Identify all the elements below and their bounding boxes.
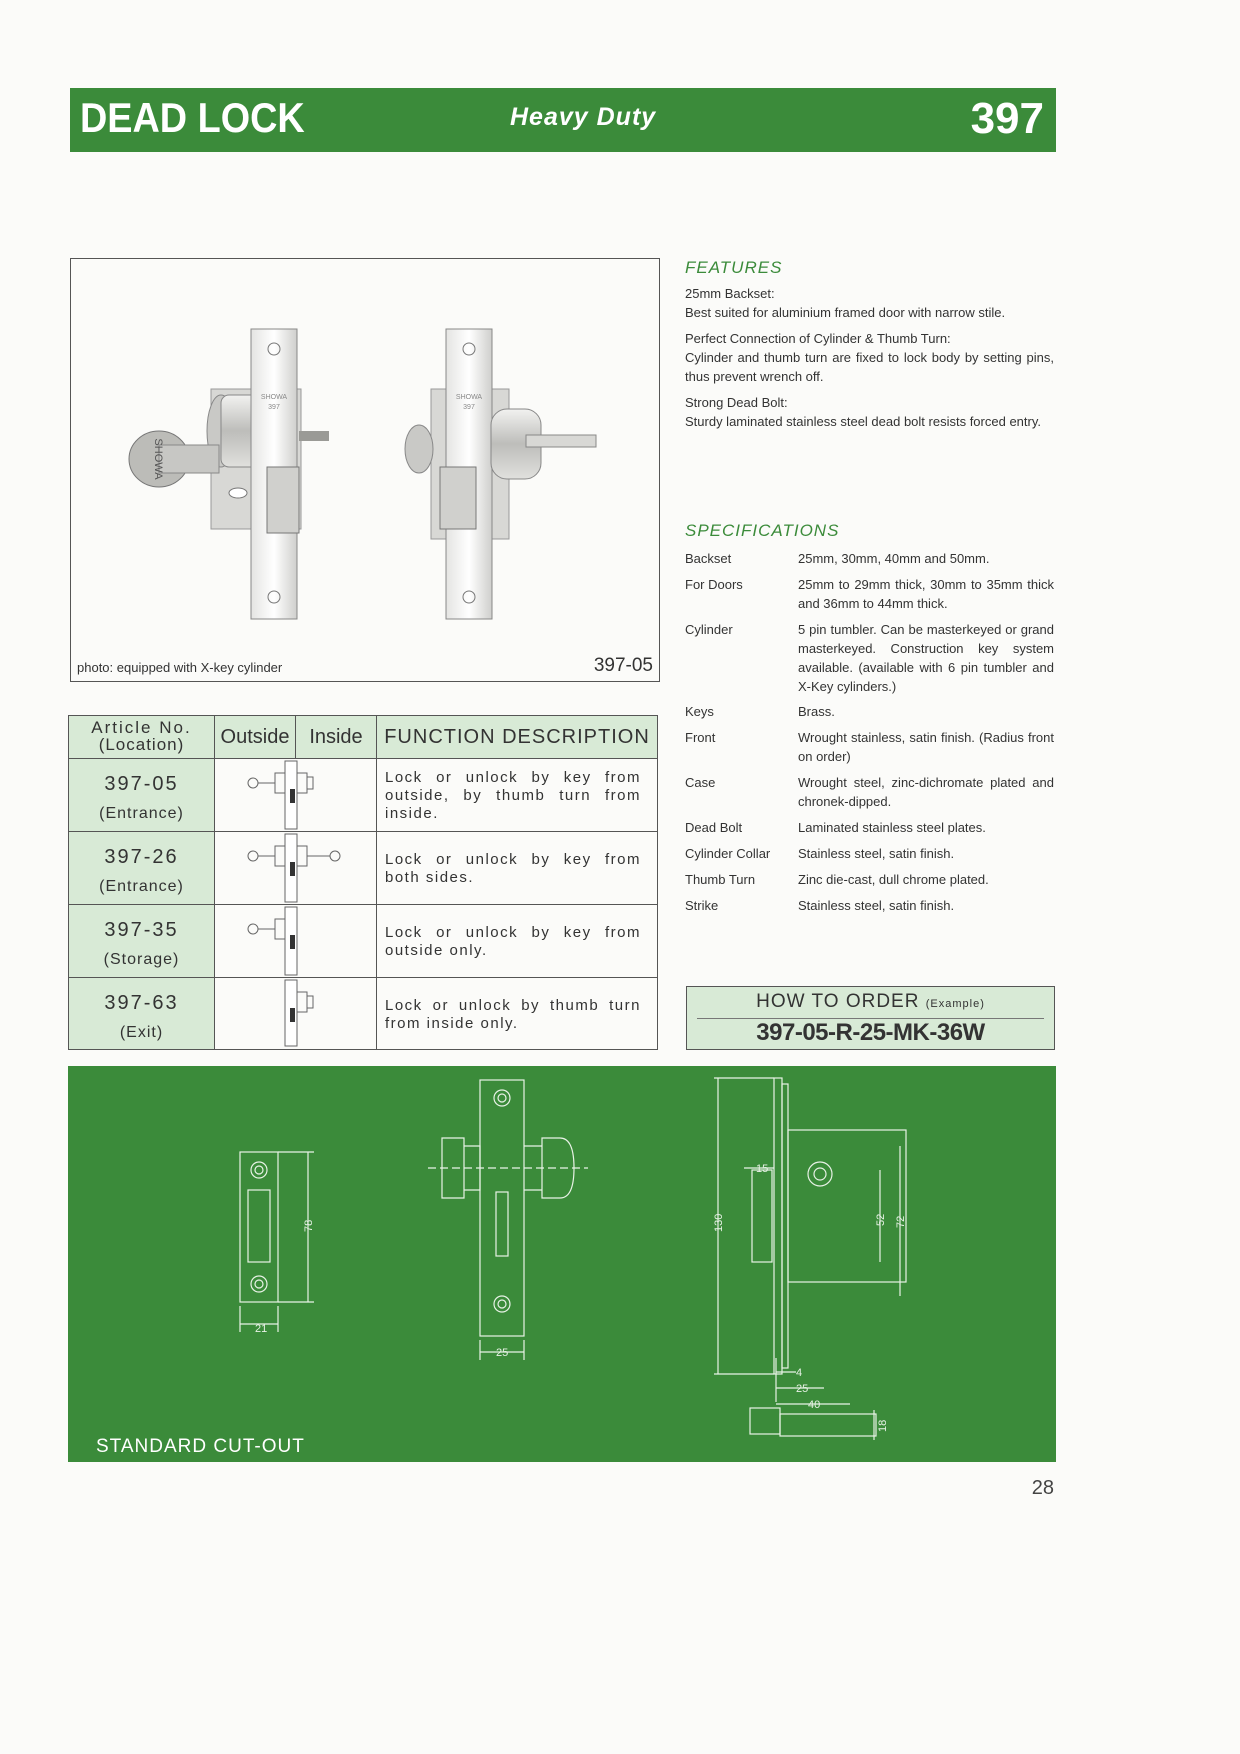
plate-model-text-2: 397	[463, 404, 475, 411]
dim-strike-height: 78	[303, 1219, 315, 1232]
product-photo	[70, 258, 660, 682]
feature-item	[685, 285, 1054, 322]
dim-front-width: 25	[496, 1347, 509, 1359]
dim-72: 72	[895, 1215, 907, 1228]
description-cell	[377, 905, 657, 978]
dim-25: 25	[796, 1383, 809, 1395]
standard-cutout-panel	[68, 1066, 1056, 1462]
front-view-drawing	[428, 1080, 588, 1360]
photo-caption: photo: equipped with X-key cylinder	[77, 660, 283, 675]
page-subtitle: Heavy Duty	[510, 103, 657, 131]
how-to-order-box	[686, 986, 1055, 1050]
spec-label: Keys	[685, 704, 714, 719]
specifications-title: SPECIFICATIONS	[685, 521, 840, 540]
header-bar	[70, 88, 1056, 152]
dim-40: 40	[808, 1399, 821, 1411]
function-description: Lock or unlock by key from outside only.	[385, 924, 641, 959]
lock-illustration	[71, 259, 659, 681]
side-view-drawing	[714, 1078, 906, 1440]
dim-4: 4	[796, 1367, 803, 1379]
spec-label: Case	[685, 775, 716, 790]
function-description: Lock or unlock by key from both sides.	[385, 851, 641, 886]
technical-drawings	[68, 1066, 1056, 1462]
dim-body-height: 130	[713, 1213, 725, 1232]
header-inside: Inside	[296, 716, 377, 759]
table-row-article	[69, 832, 215, 905]
description-cell	[377, 759, 657, 832]
spec-value: Laminated stainless steel plates.	[798, 820, 986, 835]
spec-value: 25mm, 30mm, 40mm and 50mm.	[798, 551, 990, 566]
model-number: 397	[970, 94, 1044, 143]
spec-label: Thumb Turn	[685, 872, 756, 887]
article-location: (Entrance)	[99, 878, 184, 895]
spec-label: Cylinder	[685, 622, 733, 637]
header-outside: Outside	[215, 716, 296, 759]
function-description: Lock or unlock by thumb turn from inside only.	[385, 997, 641, 1032]
key-brand-text: SHOWA	[152, 438, 164, 480]
dim-strike-width: 21	[255, 1323, 268, 1335]
feature-body: Best suited for aluminium framed door with narrow stile.	[685, 305, 1006, 320]
feature-body: Cylinder and thumb turn are fixed to lock body by setting pins, thus prevent wrench off.	[685, 350, 1054, 384]
photo-code: 397-05	[593, 655, 653, 676]
standard-cutout-label: STANDARD CUT-OUT	[96, 1436, 305, 1457]
plate-model-text: 397	[268, 404, 280, 411]
order-example: 397-05-R-25-MK-36W	[756, 1019, 985, 1046]
diagram-cell	[215, 905, 377, 978]
article-location: (Entrance)	[99, 805, 184, 822]
header-description: FUNCTION DESCRIPTION	[377, 716, 657, 759]
lock-left	[129, 329, 329, 619]
features-title: FEATURES	[685, 258, 783, 277]
feature-body: Sturdy laminated stainless steel dead bolt resists forced entry.	[685, 414, 1041, 429]
spec-value: Wrought stainless, satin finish. (Radius front on order)	[798, 730, 1054, 764]
function-description: Lock or unlock by key from outside, by thumb turn from inside.	[385, 769, 641, 822]
header-article	[69, 716, 215, 759]
feature-heading: Perfect Connection of Cylinder & Thumb Turn:	[685, 331, 951, 346]
article-location: (Exit)	[119, 1024, 164, 1041]
lock-diagram-key-only	[215, 905, 375, 977]
table-row-article	[69, 905, 215, 978]
dim-15: 15	[756, 1163, 769, 1175]
spec-label: For Doors	[685, 577, 743, 592]
spec-value: Stainless steel, satin finish.	[798, 898, 955, 913]
spec-value: 5 pin tumbler. Can be masterkeyed or grand masterkeyed. Construction key system available. (available with 6 pin tumbler and X-Key cylinders.)	[798, 622, 1054, 694]
spec-value: Zinc die-cast, dull chrome plated.	[798, 872, 989, 887]
dim-18: 18	[877, 1419, 889, 1432]
feature-heading: Strong Dead Bolt:	[685, 395, 788, 410]
order-title-line	[687, 991, 1054, 1013]
article-number: 397-63	[104, 992, 179, 1014]
spec-value: Brass.	[798, 704, 835, 719]
lock-right	[405, 329, 596, 619]
order-note: (Example)	[925, 998, 985, 1010]
lock-diagram-key-key	[215, 832, 375, 904]
spec-label: Front	[685, 730, 716, 745]
plate-brand-text: SHOWA	[260, 394, 288, 401]
description-cell	[377, 832, 657, 905]
diagram-cell	[215, 832, 377, 905]
article-number: 397-05	[104, 773, 179, 795]
lock-diagram-thumb-only	[215, 978, 375, 1048]
strike-drawing	[240, 1152, 314, 1332]
article-number: 397-35	[104, 919, 179, 941]
spec-label: Dead Bolt	[685, 820, 743, 835]
feature-item	[685, 394, 1054, 431]
feature-heading: 25mm Backset:	[685, 286, 775, 301]
header-article-line2: (Location)	[98, 735, 185, 754]
spec-label: Backset	[685, 551, 732, 566]
header-article-line1: Article No.	[91, 718, 192, 737]
page-title: DEAD LOCK	[80, 94, 305, 141]
feature-item	[685, 330, 1054, 386]
article-number: 397-26	[104, 846, 179, 868]
spec-value: 25mm to 29mm thick, 30mm to 35mm thick and 36mm to 44mm thick.	[798, 577, 1054, 611]
order-title: HOW TO ORDER	[756, 991, 920, 1012]
lock-diagram-key-thumb	[215, 759, 375, 831]
page-number: 28	[1031, 1477, 1054, 1499]
article-location: (Storage)	[103, 951, 180, 968]
spec-value: Wrought steel, zinc-dichromate plated and chronek-dipped.	[798, 775, 1054, 809]
description-cell	[377, 978, 657, 1049]
table-row-article	[69, 759, 215, 832]
spec-value: Stainless steel, satin finish.	[798, 846, 955, 861]
function-table	[68, 715, 658, 1050]
plate-brand-text-2: SHOWA	[455, 394, 483, 401]
diagram-cell	[215, 978, 377, 1049]
table-row-article	[69, 978, 215, 1049]
spec-label: Strike	[685, 898, 719, 913]
dim-52: 52	[875, 1213, 887, 1226]
diagram-cell	[215, 759, 377, 832]
spec-label: Cylinder Collar	[685, 846, 771, 861]
features-list	[685, 285, 1054, 431]
